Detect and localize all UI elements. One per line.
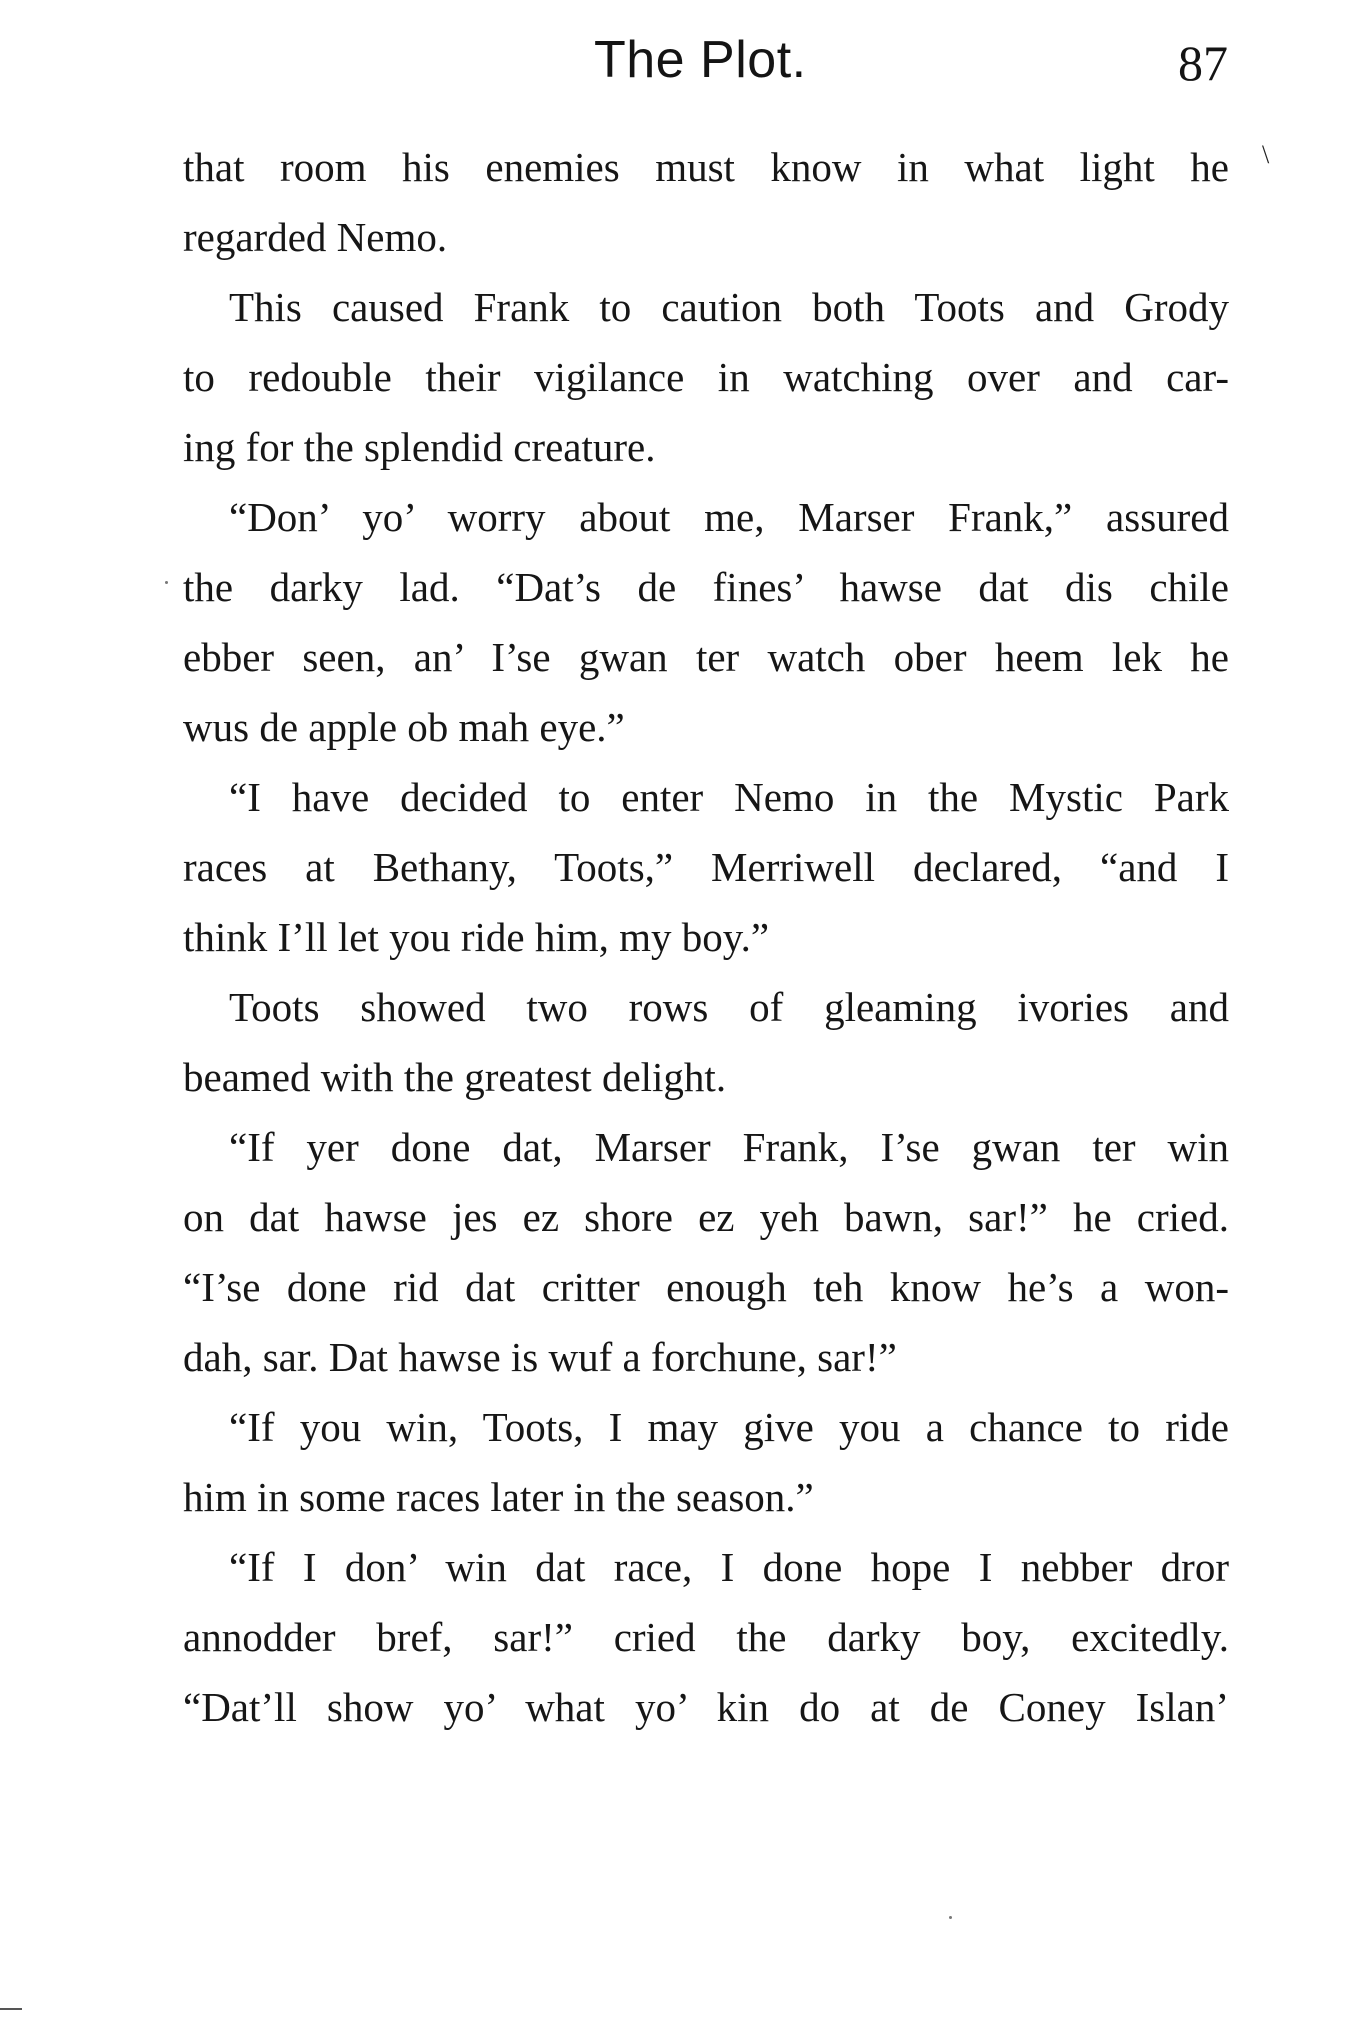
text-line: ing for the splendid creature. [183, 424, 656, 470]
scan-speck [165, 581, 168, 584]
paragraph-start-line: Toots showed two rows of gleaming ivories and [229, 984, 1229, 1030]
scan-edge-mark [0, 2008, 22, 2010]
text-line: the darky lad. “Dat’s de fines’ hawse dat dis chile [183, 564, 1229, 610]
text-line: to redouble their vigilance in watching over and car- [183, 354, 1229, 400]
paragraph-start-line: “If I don’ win dat race, I done hope I nebber dror [229, 1544, 1229, 1590]
text-line: him in some races later in the season.” [183, 1474, 814, 1520]
text-line: annodder bref, sar!” cried the darky boy, excitedly. [183, 1614, 1229, 1660]
paragraph-start-line: “I have decided to enter Nemo in the Mystic Park [229, 774, 1229, 820]
margin-mark: \ [1262, 140, 1270, 169]
text-line: “I’se done rid dat critter enough teh know he’s a won- [183, 1264, 1229, 1310]
paragraph-start-line: This caused Frank to caution both Toots and Grody [229, 284, 1229, 330]
body-text [183, 132, 1229, 1742]
chapter-title: The Plot. [594, 31, 807, 89]
paragraph-start-line: “Don’ yo’ worry about me, Marser Frank,” assured [229, 494, 1229, 540]
paragraph-start-line: “If yer done dat, Marser Frank, I’se gwan ter win [229, 1124, 1229, 1170]
text-line: think I’ll let you ride him, my boy.” [183, 914, 770, 960]
running-head [0, 30, 1347, 110]
text-line: beamed with the greatest delight. [183, 1054, 727, 1100]
text-line: “Dat’ll show yo’ what yo’ kin do at de Coney Islan’ [183, 1684, 1229, 1730]
text-line: races at Bethany, Toots,” Merriwell declared, “and I [183, 844, 1229, 890]
page-number: 87 [1178, 35, 1228, 91]
text-line: dah, sar. Dat hawse is wuf a forchune, sar!” [183, 1334, 897, 1380]
text-line: regarded Nemo. [183, 214, 448, 260]
paragraph-start-line: “If you win, Toots, I may give you a chance to ride [229, 1404, 1229, 1450]
text-line: ebber seen, an’ I’se gwan ter watch ober heem lek he [183, 634, 1229, 680]
text-line: on dat hawse jes ez shore ez yeh bawn, sar!” he cried. [183, 1194, 1229, 1240]
text-line: wus de apple ob mah eye.” [183, 704, 625, 750]
text-line: that room his enemies must know in what light he [183, 144, 1229, 190]
scan-speck [949, 1916, 952, 1919]
